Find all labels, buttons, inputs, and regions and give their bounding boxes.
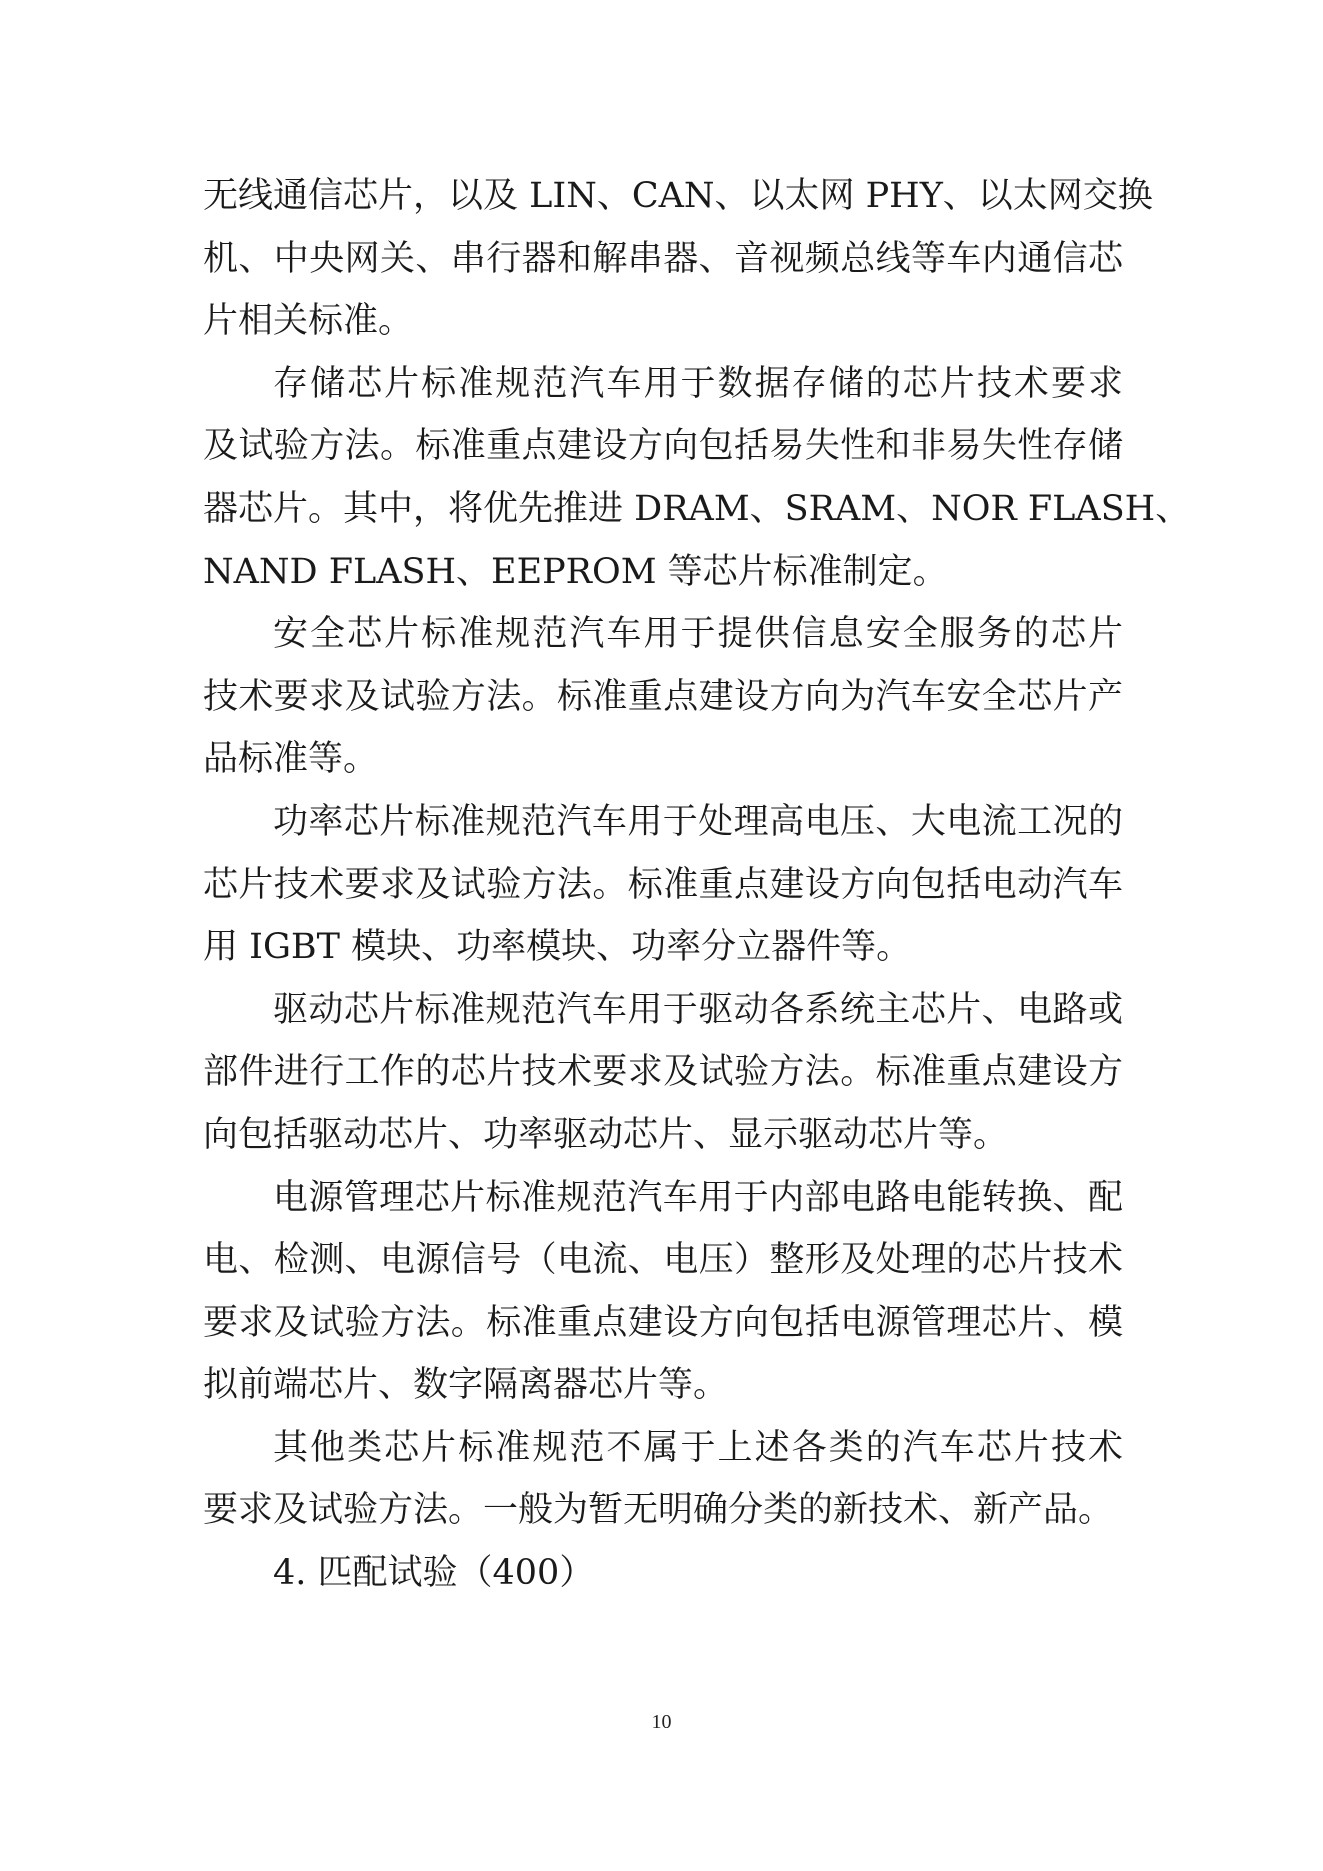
text-line: 要求及试验方法。标准重点建设方向包括电源管理芯片、模 [203, 1302, 1123, 1343]
page-number: 10 [651, 1711, 672, 1733]
text-line: 存储芯片标准规范汽车用于数据存储的芯片技术要求 [273, 363, 1123, 404]
text-line: 电、检测、电源信号（电流、电压）整形及处理的芯片技术 [203, 1240, 1123, 1281]
text-line: 芯片技术要求及试验方法。标准重点建设方向包括电动汽车 [203, 864, 1123, 905]
text-line: 机、中央网关、串行器和解串器、音视频总线等车内通信芯 [203, 238, 1123, 279]
text-line: 向包括驱动芯片、功率驱动芯片、显示驱动芯片等。 [203, 1114, 1009, 1155]
text-line: 技术要求及试验方法。标准重点建设方向为汽车安全芯片产 [203, 676, 1123, 717]
text-line: 4. 匹配试验（400） [273, 1553, 595, 1594]
text-line: 功率芯片标准规范汽车用于处理高电压、大电流工况的 [273, 801, 1123, 842]
text-line: 其他类芯片标准规范不属于上述各类的汽车芯片技术 [273, 1427, 1123, 1468]
paragraph-comm-chip-continued [203, 165, 1153, 353]
text-line: 器芯片。其中，将优先推进 DRAM、SRAM、NOR FLASH、 [203, 488, 1191, 529]
text-line: 用 IGBT 模块、功率模块、功率分立器件等。 [203, 927, 912, 968]
paragraph-driver-chip [203, 979, 1123, 1167]
paragraph-storage-chip [203, 353, 1191, 603]
paragraph-power-management-chip [203, 1167, 1123, 1417]
text-line: 电源管理芯片标准规范汽车用于内部电路电能转换、配 [273, 1177, 1123, 1218]
paragraph-section-heading [203, 1542, 1123, 1605]
text-line: 驱动芯片标准规范汽车用于驱动各系统主芯片、电路或 [273, 989, 1123, 1030]
text-line: 品标准等。 [203, 739, 379, 780]
paragraph-power-chip [203, 791, 1123, 979]
text-line: 安全芯片标准规范汽车用于提供信息安全服务的芯片 [273, 614, 1123, 655]
paragraph-security-chip [203, 603, 1123, 791]
text-line: 部件进行工作的芯片技术要求及试验方法。标准重点建设方 [203, 1052, 1123, 1093]
text-line: 要求及试验方法。一般为暂无明确分类的新技术、新产品。 [203, 1490, 1114, 1531]
paragraph-other-chip [203, 1417, 1123, 1542]
document-body [203, 165, 1191, 1605]
text-line: 片相关标准。 [203, 301, 414, 342]
text-line: NAND FLASH、EEPROM 等芯片标准制定。 [203, 551, 948, 592]
text-line: 无线通信芯片，以及 LIN、CAN、以太网 PHY、以太网交换 [203, 176, 1153, 216]
text-line: 及试验方法。标准重点建设方向包括易失性和非易失性存储 [203, 426, 1123, 467]
text-line: 拟前端芯片、数字隔离器芯片等。 [203, 1365, 729, 1406]
